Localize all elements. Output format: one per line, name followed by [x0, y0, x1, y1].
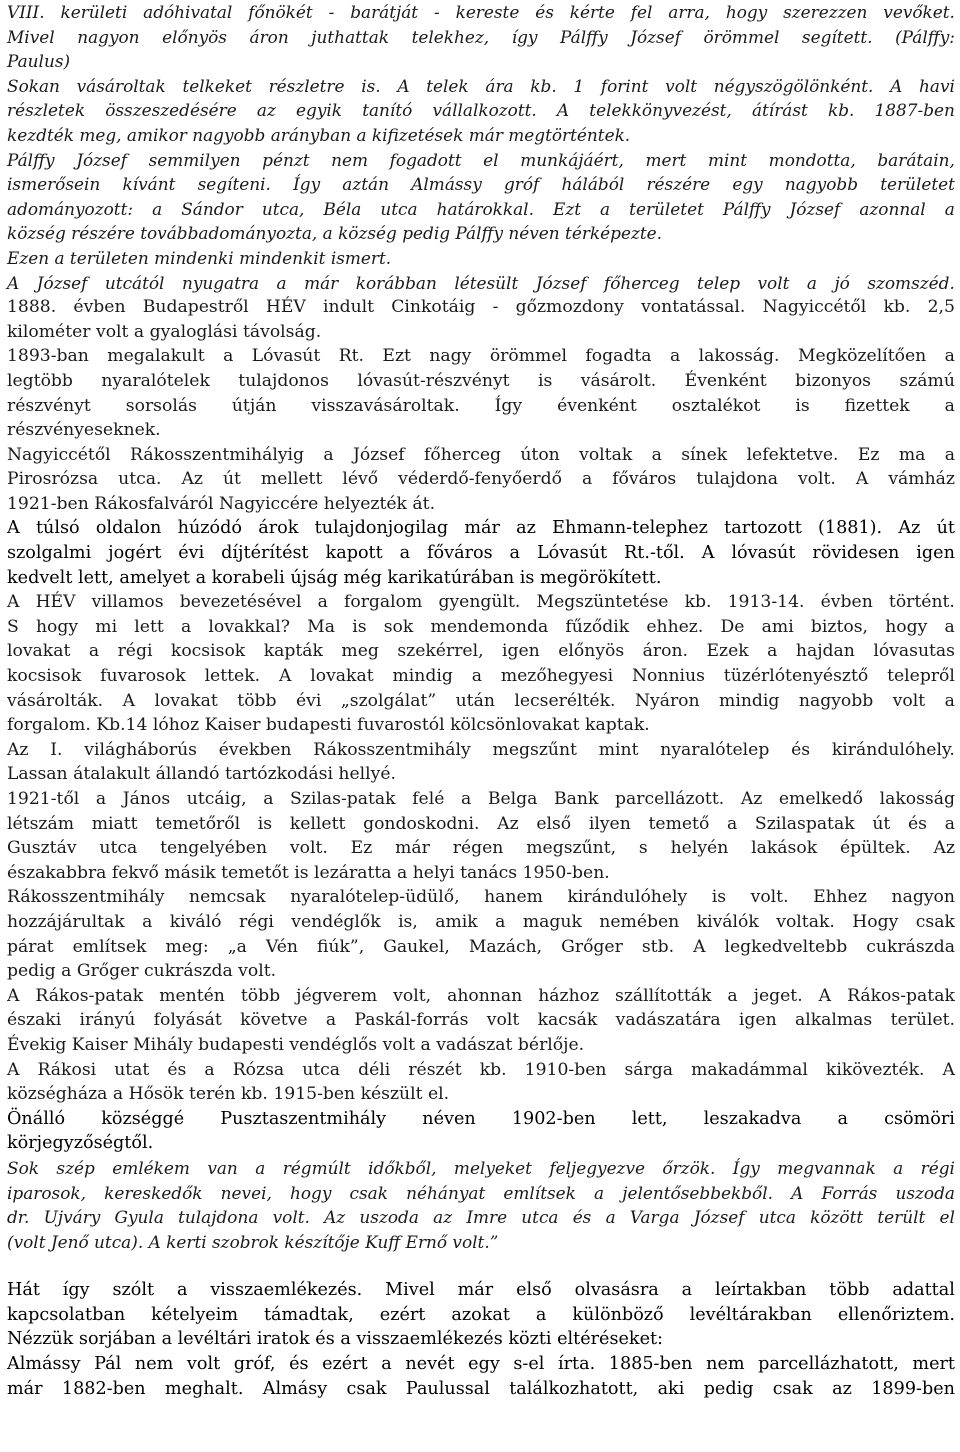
text-line: legtöbb nyaralótelek tulajdonos lóvasút-részvényt is vásárolt. Évenként bizonyos számú — [7, 370, 955, 391]
text-line: dr. Ujváry Gyula tulajdona volt. Az uszoda az Imre utca és a Varga József utca között terült el — [7, 1207, 955, 1228]
text-line: A túlsó oldalon húzódó árok tulajdonjogilag már az Ehmann-telephez tartozott (1881). Az út — [7, 518, 955, 539]
text-line: S hogy mi lett a lovakkal? Ma is sok mendemonda fűződik ehhez. De ami biztos, hogy a — [7, 616, 955, 637]
text-line: Pirosrózsa utca. Az út mellett lévő véderdő-fenyőerdő a főváros tulajdona volt. A vámház — [7, 469, 955, 490]
text-line: északi irányú folyását követve a Paskál-forrás volt kacsák vadászatára igen alkalmas terület. — [7, 1010, 955, 1031]
text-line: szolgalmi jogért évi díjtérítést kapott a főváros a Lóvasút Rt.-től. A lóvasút rövidesen igen — [7, 543, 955, 564]
text-line: párat említsek meg: „a Vén fiúk”, Gaukel, Mazách, Grőger stb. A legkedveltebb cukrászda — [7, 936, 955, 957]
text-line: Sok szép emlékem van a régmúlt időkből, melyeket feljegyezve őrzök. Így megvannak a régi — [7, 1157, 955, 1178]
text-line: 1888. évben Budapestről HÉV indult Cinkotáig - gőzmozdony vontatással. Nagyiccétől kb. 2,5 — [7, 297, 955, 318]
text-line: kocsisok fuvarosok lettek. A lovakat mindig a mezőhegyesi Nonnius tüzérlótenyésztő telepről — [7, 666, 955, 687]
text-line: Nézzük sorjában a levéltári iratok és a visszaemlékezés közti eltéréseket: — [7, 1329, 663, 1350]
text-line: (volt Jenő utca). A kerti szobrok készítője Kuff Ernő volt.” — [7, 1231, 499, 1252]
text-line: Az I. világháborús években Rákosszentmihály megszűnt mint nyaralótelep és kirándulóhely. — [7, 739, 955, 760]
text-line: hozzájárultak a kiváló régi vendéglők is, amik a maguk nemében kiválók voltak. Hogy csak — [7, 911, 955, 932]
text-line: VIII. kerületi adóhivatal főnökét - barátját - kereste és kérte fel arra, hogy szerezzen vevőket. — [7, 2, 955, 22]
text-line: adományozott: a Sándor utca, Béla utca határokkal. Ezt a területet Pálffy József azonnal a — [7, 198, 955, 219]
text-line: községháza a Hősök terén kb. 1915-ben készült el. — [7, 1084, 450, 1105]
text-line: északabbra fekvő másik temetőt is lezáratta a helyi tanács 1950-ben. — [7, 862, 610, 883]
text-line: kilométer volt a gyaloglási távolság. — [7, 321, 322, 342]
text-line: iparosok, kereskedők nevei, hogy csak néhányat említsek a jelentősebbekből. A Forrás uszoda — [7, 1182, 955, 1203]
text-line: Nagyiccétől Rákosszentmihályig a József főherceg úton voltak a sínek lefektetve. Ez ma a — [7, 444, 955, 465]
document-page — [7, 0, 955, 1401]
text-line: vásárolták. A lovakat több évi „szolgálat” után lecserélték. Nyáron mindig nagyobb volt a — [7, 690, 955, 711]
text-line: 1893-ban megalakult a Lóvasút Rt. Ezt nagy örömmel fogadta a lakosság. Megközelítően a — [7, 346, 955, 367]
text-line: lovakat a régi kocsisok kapták meg szekérrel, igen előnyös áron. Ezek a hajdan lóvasutas — [7, 641, 955, 662]
text-line: Paulus) — [7, 51, 71, 72]
text-line: ismerősein kívánt segíteni. Így aztán Almássy gróf hálából részére egy nagyobb területet — [7, 174, 955, 195]
text-line: Hát így szólt a visszaemlékezés. Mivel már első olvasásra a leírtakban több adattal — [7, 1280, 955, 1301]
text-line: A Rákos-patak mentén több jégverem volt, ahonnan házhoz szállították a jeget. A Rákos-patak — [7, 985, 955, 1006]
paragraph-gap — [7, 1254, 955, 1278]
text-line: Mivel nagyon előnyös áron juthattak telekhez, így Pálffy József örömmel segített. (Pálffy: — [7, 26, 955, 47]
text-line: létszám miatt temetőről is kellett gondoskodni. Az első ilyen temető a Szilaspatak út és a — [7, 813, 955, 834]
text-line: A Rákosi utat és a Rózsa utca déli részét kb. 1910-ben sárga makadámmal kikövezték. A — [7, 1059, 955, 1080]
text-line: 1921-től a János utcáig, a Szilas-patak felé a Belga Bank parcellázott. Az emelkedő lakosság — [7, 789, 955, 809]
text-line: részvényeseknek. — [7, 420, 161, 441]
text-line: részvényt sorsolás útján visszavásároltak. Így évenként osztalékot is fizettek a — [7, 395, 955, 416]
text-line: körjegyzőségtől. — [7, 1133, 154, 1154]
text-line: kezdték meg, amikor nagyobb arányban a kifizetések már megtörténtek. — [7, 124, 631, 145]
text-line: Pálffy József semmilyen pénzt nem fogadott el munkájáért, mert mint mondotta, barátain, — [7, 149, 955, 170]
text-line: pedig a Grőger cukrászda volt. — [7, 961, 277, 982]
text-line: Almássy Pál nem volt gróf, és ezért a nevét egy s-el írta. 1885-ben nem parcellázhatott, mert — [7, 1354, 955, 1375]
text-line: már 1882-ben meghalt. Almásy csak Paulussal találkozhatott, aki pedig csak az 1899-ben — [7, 1378, 955, 1399]
text-line: Lassan átalakult állandó tartózkodási hellyé. — [7, 764, 397, 785]
text-line: 1921-ben Rákosfalváról Nagyiccére helyezték át. — [7, 493, 436, 514]
text-line: község részére továbbadományozta, a község pedig Pálffy néven térképezte. — [7, 223, 662, 244]
text-line: A HÉV villamos bevezetésével a forgalom gyengült. Megszüntetése kb. 1913-14. évben történt. — [7, 592, 955, 613]
text-line: kedvelt lett, amelyet a korabeli újság még karikatúrában is megörökített. — [7, 567, 662, 588]
text-line: Önálló községgé Pusztaszentmihály néven 1902-ben lett, leszakadva a csömöri — [7, 1108, 955, 1129]
text-line: Gusztáv utca tengelyében volt. Ez már régen megszűnt, s helyén lakások épültek. Az — [7, 838, 955, 859]
text-line: Ezen a területen mindenki mindenkit ismert. — [7, 247, 392, 268]
text-line: kapcsolatban kételyeim támadtak, ezért azokat a különböző levéltárakban ellenőriztem. — [7, 1304, 955, 1325]
text-line: Rákosszentmihály nemcsak nyaralótelep-üdülő, hanem kirándulóhely is volt. Ehhez nagyon — [7, 887, 955, 908]
text-line: részletek összeszedésére az egyik tanító vállalkozott. A telekkönyvezést, átírást kb. 1887-ben — [7, 100, 955, 121]
text-line: forgalom. Kb.14 lóhoz Kaiser budapesti fuvarostól kölcsönlovakat kaptak. — [7, 715, 650, 736]
text-line: Sokan vásároltak telkeket részletre is. A telek ára kb. 1 forint volt négyszögölönként. A havi — [7, 75, 955, 96]
text-line: Évekig Kaiser Mihály budapesti vendéglős volt a vadászat bérlője. — [7, 1034, 585, 1055]
text-line: A József utcától nyugatra a már korábban létesült József főherceg telep volt a jó szomszéd. — [7, 272, 955, 293]
